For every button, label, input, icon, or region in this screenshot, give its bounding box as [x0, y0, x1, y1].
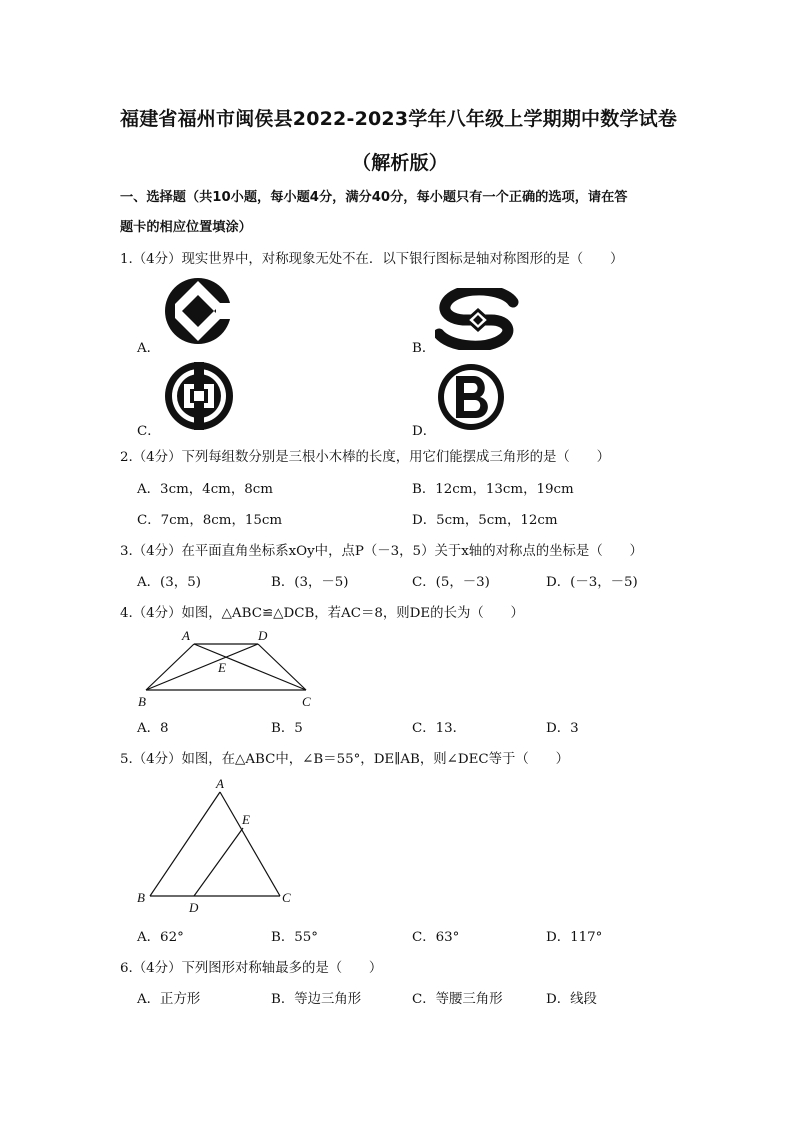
- question-3-option-d: D．(－3，－5): [546, 575, 638, 590]
- question-4-option-a: A．8: [137, 721, 169, 736]
- point-label-d: D: [189, 900, 199, 915]
- question-6-option-c: C．等腰三角形: [412, 992, 503, 1007]
- ccb-logo-icon: [162, 275, 234, 347]
- question-4-option-c: C．13．: [412, 721, 467, 736]
- sds-logo-icon: [435, 288, 521, 350]
- segment-cd: [258, 644, 306, 690]
- question-6-option-a: A．正方形: [137, 992, 201, 1007]
- segment-ac: [220, 792, 280, 896]
- segment-ac: [194, 644, 306, 690]
- segment-bd: [146, 644, 258, 690]
- point-label-e: E: [242, 812, 250, 827]
- question-3-option-b: B．(3，－5): [271, 575, 349, 590]
- question-2-option-a: A．3cm，4cm，8cm: [137, 482, 273, 497]
- question-6-option-b: B．等边三角形: [271, 992, 362, 1007]
- question-5-option-b: B．55°: [271, 930, 318, 945]
- question-5-stem: 5.（4分）如图，在△ABC中，∠B＝55°，DE∥AB，则∠DEC等于（ ）: [120, 752, 569, 767]
- question-3-option-a: A．(3，5): [137, 575, 201, 590]
- question-5-option-d: D．117°: [546, 930, 603, 945]
- vertex-label-a: A: [182, 628, 190, 643]
- question-1-stem: 1.（4分）现实世界中，对称现象无处不在．以下银行图标是轴对称图形的是（ ）: [120, 252, 624, 267]
- question-5-option-a: A．62°: [137, 930, 184, 945]
- vertex-label-c: C: [302, 694, 311, 709]
- question-2-option-d: D．5cm，5cm，12cm: [412, 513, 558, 528]
- question-3-stem: 3.（4分）在平面直角坐标系xOy中，点P（－3，5）关于x轴的对称点的坐标是（ ）: [120, 544, 643, 559]
- segment-ab: [150, 792, 220, 896]
- point-label-e: E: [218, 660, 226, 675]
- question-1-option-d-label: D．: [412, 424, 437, 439]
- question-4-option-d: D．3: [546, 721, 579, 736]
- question-1-option-b-label: B．: [412, 341, 436, 356]
- question-5-option-c: C．63°: [412, 930, 460, 945]
- question-4-figure: [132, 624, 322, 712]
- question-3-option-c: C．(5，－3): [412, 575, 490, 590]
- question-1-option-c-label: C．: [137, 424, 161, 439]
- question-1-option-a-label: A．: [137, 341, 161, 356]
- vertex-label-b: B: [137, 890, 145, 905]
- question-6-option-d: D．线段: [546, 992, 597, 1007]
- question-5-figure: [132, 774, 302, 916]
- question-2-option-b: B．12cm，13cm，19cm: [412, 482, 574, 497]
- segment-ab: [146, 644, 194, 690]
- section-header-line2: 题卡的相应位置填涂）: [120, 220, 252, 235]
- vertex-label-c: C: [282, 890, 291, 905]
- question-4-option-b: B．5: [271, 721, 303, 736]
- boc-logo-icon: [163, 360, 235, 432]
- bank-b-logo-icon: [436, 362, 506, 432]
- page-subtitle: （解析版）: [352, 152, 449, 174]
- section-header-line1: 一、选择题（共10小题，每小题4分，满分40分，每小题只有一个正确的选项，请在答: [120, 190, 628, 205]
- question-6-stem: 6.（4分）下列图形对称轴最多的是（ ）: [120, 961, 383, 976]
- segment-de: [194, 828, 243, 896]
- question-2-stem: 2.（4分）下列每组数分别是三根小木棒的长度，用它们能摆成三角形的是（ ）: [120, 450, 610, 465]
- page-title: 福建省福州市闽侯县2022-2023学年八年级上学期期中数学试卷: [120, 108, 678, 130]
- vertex-label-a: A: [216, 776, 224, 791]
- vertex-label-b: B: [138, 694, 146, 709]
- vertex-label-d: D: [258, 628, 268, 643]
- question-2-option-c: C．7cm，8cm，15cm: [137, 513, 283, 528]
- question-4-stem: 4.（4分）如图，△ABC≌△DCB，若AC＝8，则DE的长为（ ）: [120, 606, 524, 621]
